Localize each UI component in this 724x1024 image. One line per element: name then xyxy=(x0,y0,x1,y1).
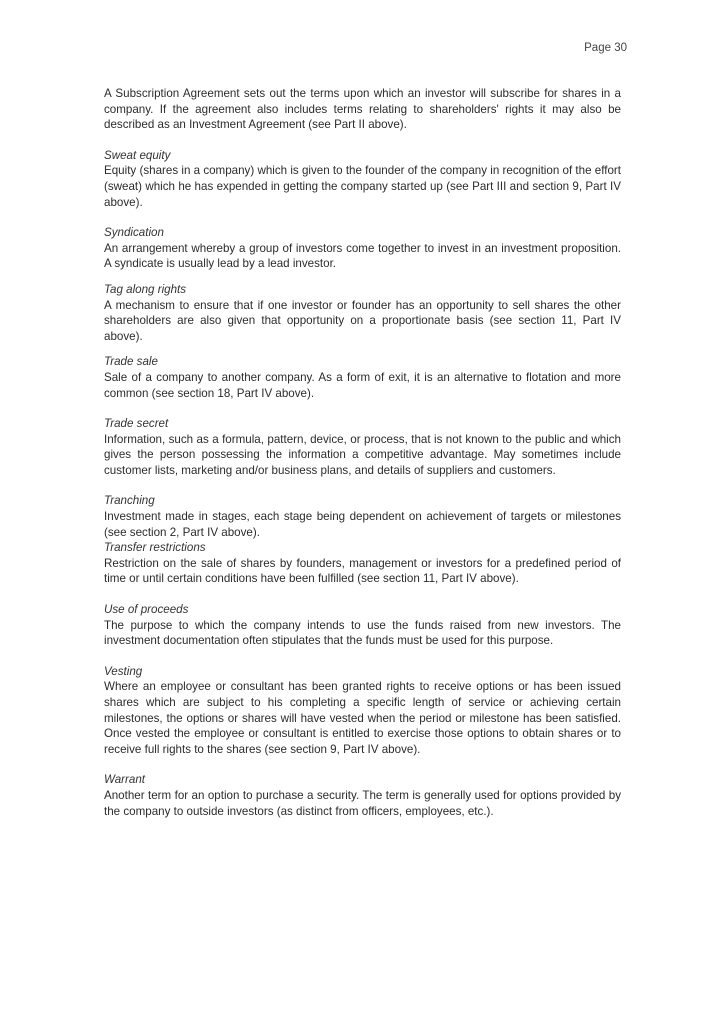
glossary-definition: Equity (shares in a company) which is given to the founder of the company in recognition of the effort (sweat) which he has expended in getting the company started up (see Part III and section 9, Part IV above). xyxy=(104,164,621,209)
glossary-content xyxy=(104,86,621,819)
glossary-definition: Where an employee or consultant has been granted rights to receive options or has been issued shares which are subject to his completing a specific length of service or achieving certain milestones, the options or shares will have vested when the period or milestone has been satisfied. Once vested the employee or consultant is entitled to exercise those options to obtain shares or to receive full rights to the shares (see section 9, Part IV above). xyxy=(104,680,621,756)
glossary-term: Tag along rights xyxy=(104,282,187,296)
glossary-entry-trade-sale xyxy=(104,354,621,401)
glossary-entry-sweat-equity xyxy=(104,148,621,210)
glossary-definition: Investment made in stages, each stage being dependent on achievement of targets or milestones (see section 2, Part IV above). xyxy=(104,510,621,539)
glossary-entry-tranching xyxy=(104,493,621,540)
glossary-term: Transfer restrictions xyxy=(104,541,206,555)
intro-paragraph: A Subscription Agreement sets out the terms upon which an investor will subscribe for shares in a company. If the agreement also includes terms relating to shareholders' rights it may also be described as an Investment Agreement (see Part II above). xyxy=(104,87,621,132)
glossary-definition: An arrangement whereby a group of investors come together to invest in an investment proposition. A syndicate is usually lead by a lead investor. xyxy=(104,241,621,271)
glossary-entry-warrant xyxy=(104,772,621,819)
glossary-entry-syndication xyxy=(104,225,621,272)
glossary-term: Trade secret xyxy=(104,417,169,431)
glossary-definition: Information, such as a formula, pattern, device, or process, that is not known to the public and which gives the person possessing the information a competitive advantage. May sometimes include customer lists, marketing and/or business plans, and details of suppliers and customers. xyxy=(104,432,621,477)
glossary-definition: Another term for an option to purchase a security. The term is generally used for options provided by the company to outside investors (as distinct from officers, employees, etc.). xyxy=(104,788,621,818)
glossary-definition: Restriction on the sale of shares by founders, management or investors for a predefined period of time or until certain conditions have been fulfilled (see section 11, Part IV above). xyxy=(104,556,621,586)
glossary-entry-transfer-restrictions xyxy=(104,540,621,587)
glossary-term: Trade sale xyxy=(104,355,158,369)
glossary-term: Syndication xyxy=(104,226,164,240)
glossary-term: Warrant xyxy=(104,773,146,787)
glossary-entry-vesting xyxy=(104,664,621,758)
glossary-entry-trade-secret xyxy=(104,416,621,478)
page-number: Page 30 xyxy=(584,42,627,54)
glossary-term: Use of proceeds xyxy=(104,603,189,617)
glossary-definition: Sale of a company to another company. As a form of exit, it is an alternative to flotation and more common (see section 18, Part IV above). xyxy=(104,370,621,400)
glossary-term: Vesting xyxy=(104,664,143,678)
glossary-definition: A mechanism to ensure that if one investor or founder has an opportunity to sell shares the other shareholders are also given that opportunity on a proportionate basis (see section 11, Part IV above). xyxy=(104,298,621,343)
glossary-term: Sweat equity xyxy=(104,148,171,162)
glossary-entry-tag-along-rights xyxy=(104,282,621,344)
glossary-definition: The purpose to which the company intends to use the funds raised from new investors. The investment documentation often stipulates that the funds must be used for this purpose. xyxy=(104,618,621,648)
glossary-term: Tranching xyxy=(104,494,155,508)
glossary-entry-use-of-proceeds xyxy=(104,602,621,649)
